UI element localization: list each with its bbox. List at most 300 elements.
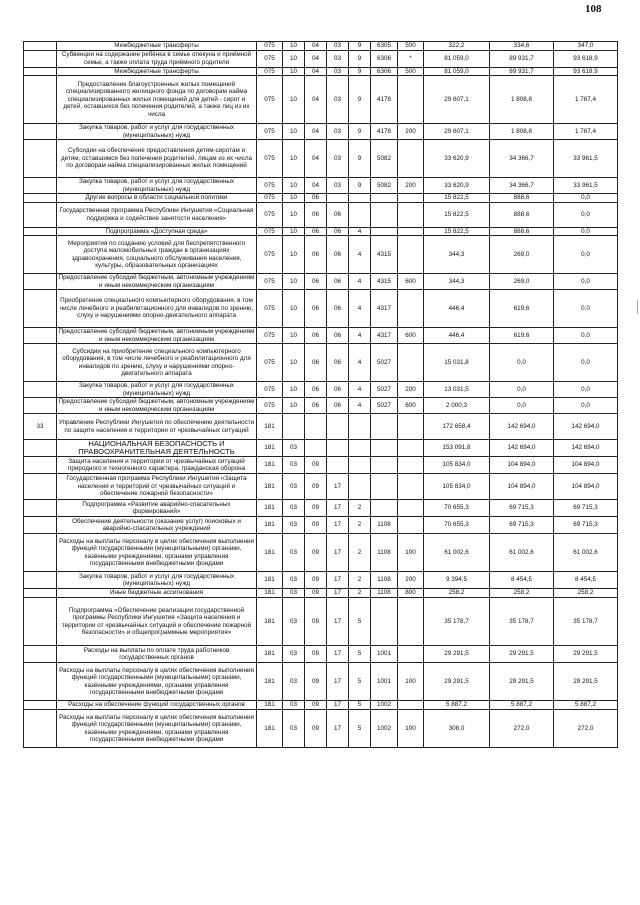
row-number <box>24 457 57 474</box>
amount-year-3: 104 894,0 <box>554 474 618 500</box>
code-subprogram: 4 <box>349 227 371 236</box>
amount-year-1: 70 655,3 <box>424 500 490 517</box>
code-program: 06 <box>327 274 349 290</box>
code-vr <box>398 440 424 457</box>
code-ved: 075 <box>257 194 283 203</box>
row-number <box>24 572 57 589</box>
code-ved: 181 <box>257 440 283 457</box>
amount-year-3: 69 715,3 <box>554 517 618 534</box>
code-ved: 181 <box>257 701 283 710</box>
row-name: НАЦИОНАЛЬНАЯ БЕЗОПАСНОСТЬ И ПРАВООХРАНИТЕЛЬНАЯ ДЕЯТЕЛЬНОСТЬ <box>57 440 257 457</box>
code-program: 03 <box>327 178 349 194</box>
code-rz: 10 <box>283 290 305 328</box>
row-name: Расходы на обеспечение функций государственных органов <box>57 701 257 710</box>
code-vr <box>398 701 424 710</box>
code-pr: 04 <box>305 76 327 124</box>
code-vr <box>398 500 424 517</box>
amount-year-2: 89 931,7 <box>490 50 554 67</box>
code-subprogram: 9 <box>349 124 371 140</box>
row-name: Подпрограмма «Обеспечение реализации государственной программы Республики Ингушетия «Защита населения и территории от чрезвычайных ситуаций и обеспечение пожарной безопасности» и общепрограммные мероприятия» <box>57 598 257 646</box>
code-pr: 06 <box>305 290 327 328</box>
amount-year-2: 29 291,5 <box>490 663 554 701</box>
table-row <box>24 236 618 274</box>
budget-table <box>23 41 618 748</box>
row-name: Государственная программа Республики Ингушетия «Защита населения и территорий от чрезвычайных ситуаций и обеспечение пожарной безопасности» <box>57 474 257 500</box>
amount-year-1: 172 658,4 <box>424 414 490 440</box>
code-ved: 181 <box>257 457 283 474</box>
code-ved: 075 <box>257 344 283 382</box>
code-ved: 075 <box>257 227 283 236</box>
code-vr <box>398 457 424 474</box>
code-direction <box>371 440 398 457</box>
amount-year-3: 0,0 <box>554 328 618 344</box>
table-row <box>24 414 618 440</box>
code-direction: 1002 <box>371 701 398 710</box>
table-row <box>24 589 618 598</box>
amount-year-2: 269,0 <box>490 236 554 274</box>
row-name: Субвенции на содержание ребёнка в семье опекуна и приёмной семье, а также оплата труда приёмного родителя <box>57 50 257 67</box>
amount-year-3: 0,0 <box>554 398 618 414</box>
code-direction: 1001 <box>371 646 398 663</box>
code-rz: 10 <box>283 202 305 227</box>
code-pr: 09 <box>305 572 327 589</box>
amount-year-3: 0,0 <box>554 236 618 274</box>
code-program <box>327 440 349 457</box>
amount-year-1: 15 822,5 <box>424 194 490 203</box>
row-number <box>24 646 57 663</box>
amount-year-1: 61 002,6 <box>424 534 490 572</box>
code-pr: 06 <box>305 382 327 398</box>
code-rz: 10 <box>283 140 305 178</box>
row-number <box>24 382 57 398</box>
row-number <box>24 76 57 124</box>
code-subprogram: 2 <box>349 517 371 534</box>
code-rz: 03 <box>283 517 305 534</box>
amount-year-1: 33 620,9 <box>424 140 490 178</box>
code-program: 03 <box>327 42 349 51</box>
code-rz: 10 <box>283 274 305 290</box>
table-row <box>24 663 618 701</box>
amount-year-2: 89 931,7 <box>490 67 554 76</box>
amount-year-1: 446,4 <box>424 290 490 328</box>
row-name: Мероприятия по созданию условий для беспрепятственного доступа маломобильных граждан в организациях здравоохранения, социального обслуживания населения, культуры, образовательных организациях <box>57 236 257 274</box>
amount-year-1: 322,2 <box>424 42 490 51</box>
code-ved: 181 <box>257 589 283 598</box>
code-vr: 600 <box>398 398 424 414</box>
code-pr: 09 <box>305 598 327 646</box>
code-program <box>327 194 349 203</box>
code-program: 03 <box>327 50 349 67</box>
table-row <box>24 42 618 51</box>
amount-year-3: 0,0 <box>554 274 618 290</box>
table-row <box>24 194 618 203</box>
code-pr: 06 <box>305 344 327 382</box>
code-pr: 04 <box>305 178 327 194</box>
code-program: 06 <box>327 227 349 236</box>
table-row <box>24 598 618 646</box>
row-number <box>24 290 57 328</box>
amount-year-2: 35 178,7 <box>490 598 554 646</box>
amount-year-3: 104 894,0 <box>554 457 618 474</box>
code-vr: * <box>398 50 424 67</box>
code-rz: 03 <box>283 457 305 474</box>
code-pr <box>305 414 327 440</box>
amount-year-1: 70 655,3 <box>424 517 490 534</box>
code-vr: 500 <box>398 67 424 76</box>
amount-year-3: 61 002,6 <box>554 534 618 572</box>
amount-year-2: 8 454,5 <box>490 572 554 589</box>
code-rz: 03 <box>283 589 305 598</box>
code-ved: 075 <box>257 236 283 274</box>
code-pr: 09 <box>305 646 327 663</box>
code-vr: 200 <box>398 572 424 589</box>
row-number <box>24 710 57 748</box>
code-ved: 075 <box>257 67 283 76</box>
row-number <box>24 344 57 382</box>
code-subprogram: 2 <box>349 500 371 517</box>
code-program: 17 <box>327 500 349 517</box>
amount-year-3: 1 787,4 <box>554 76 618 124</box>
amount-year-3: 8 454,5 <box>554 572 618 589</box>
row-number <box>24 124 57 140</box>
row-number <box>24 178 57 194</box>
amount-year-2: 0,0 <box>490 344 554 382</box>
code-ved: 075 <box>257 140 283 178</box>
code-subprogram <box>349 440 371 457</box>
code-program: 17 <box>327 572 349 589</box>
code-rz: 10 <box>283 236 305 274</box>
code-vr <box>398 140 424 178</box>
code-rz: 03 <box>283 701 305 710</box>
code-program: 17 <box>327 646 349 663</box>
code-subprogram <box>349 202 371 227</box>
code-pr <box>305 440 327 457</box>
amount-year-1: 35 178,7 <box>424 598 490 646</box>
code-ved: 075 <box>257 50 283 67</box>
code-pr: 04 <box>305 124 327 140</box>
row-number <box>24 440 57 457</box>
code-ved: 075 <box>257 274 283 290</box>
row-number <box>24 50 57 67</box>
table-row <box>24 457 618 474</box>
code-vr: 200 <box>398 382 424 398</box>
code-pr: 09 <box>305 474 327 500</box>
code-program: 06 <box>327 382 349 398</box>
amount-year-2: 34 366,7 <box>490 140 554 178</box>
amount-year-1: 81 059,0 <box>424 50 490 67</box>
amount-year-3: 93 618,9 <box>554 67 618 76</box>
code-pr: 06 <box>305 202 327 227</box>
code-direction: 4176 <box>371 76 398 124</box>
code-direction: 1108 <box>371 572 398 589</box>
code-direction: 4176 <box>371 124 398 140</box>
code-vr: 200 <box>398 178 424 194</box>
row-number <box>24 663 57 701</box>
amount-year-2: 1 808,8 <box>490 124 554 140</box>
code-pr: 09 <box>305 534 327 572</box>
row-name: Закупка товаров, работ и услуг для государственных (муниципальных) нужд <box>57 382 257 398</box>
code-direction: 4315 <box>371 274 398 290</box>
code-direction <box>371 227 398 236</box>
code-ved: 075 <box>257 124 283 140</box>
code-ved: 075 <box>257 178 283 194</box>
code-rz: 10 <box>283 344 305 382</box>
code-vr: 800 <box>398 589 424 598</box>
amount-year-2: 1 808,8 <box>490 76 554 124</box>
code-program: 17 <box>327 534 349 572</box>
code-rz: 10 <box>283 42 305 51</box>
row-name: Закупка товаров, работ и услуг для государственных (муниципальных) нужд <box>57 124 257 140</box>
code-pr: 06 <box>305 398 327 414</box>
row-name: Предоставление субсидий бюджетным, автономным учреждениям и иным некоммерческим организациям <box>57 274 257 290</box>
code-vr <box>398 202 424 227</box>
table-row <box>24 178 618 194</box>
code-program: 06 <box>327 202 349 227</box>
code-program: 03 <box>327 140 349 178</box>
code-direction: 5082 <box>371 140 398 178</box>
code-direction <box>371 194 398 203</box>
code-direction: 5082 <box>371 178 398 194</box>
amount-year-3: 33 961,5 <box>554 178 618 194</box>
table-row <box>24 534 618 572</box>
code-program: 06 <box>327 328 349 344</box>
code-subprogram: 4 <box>349 398 371 414</box>
code-rz: 03 <box>283 598 305 646</box>
row-name: Предоставление субсидий бюджетным, автономным учреждениям и иным некоммерческим организациям <box>57 398 257 414</box>
code-pr: 04 <box>305 42 327 51</box>
amount-year-2: 34 366,7 <box>490 178 554 194</box>
code-rz: 03 <box>283 500 305 517</box>
code-pr: 09 <box>305 517 327 534</box>
code-vr <box>398 344 424 382</box>
amount-year-2: 888,6 <box>490 227 554 236</box>
code-vr: 600 <box>398 328 424 344</box>
table-row <box>24 474 618 500</box>
code-direction: 4317 <box>371 328 398 344</box>
row-number: 33 <box>24 414 57 440</box>
row-name: Защита населения и территории от чрезвычайных ситуаций природного и техногенного характера, гражданская оборона <box>57 457 257 474</box>
amount-year-1: 446,4 <box>424 328 490 344</box>
amount-year-2: 269,0 <box>490 274 554 290</box>
code-rz: 10 <box>283 194 305 203</box>
amount-year-2: 142 694,0 <box>490 414 554 440</box>
amount-year-1: 2 000,3 <box>424 398 490 414</box>
amount-year-2: 5 887,2 <box>490 701 554 710</box>
code-program: 06 <box>327 290 349 328</box>
code-ved: 075 <box>257 202 283 227</box>
row-name: Субсидии на обеспечение предоставления детям-сиротам и детям, оставшимся без попечения родителей, лицам из их числа по договорам найма специализированных жилых помещений <box>57 140 257 178</box>
table-row <box>24 382 618 398</box>
code-program <box>327 414 349 440</box>
amount-year-2: 0,0 <box>490 382 554 398</box>
page-number: 108 <box>585 3 602 15</box>
code-direction <box>371 500 398 517</box>
code-subprogram: 5 <box>349 710 371 748</box>
table-row <box>24 328 618 344</box>
amount-year-1: 13 031,5 <box>424 382 490 398</box>
amount-year-1: 29 291,5 <box>424 646 490 663</box>
code-direction: 5027 <box>371 398 398 414</box>
amount-year-2: 61 002,6 <box>490 534 554 572</box>
amount-year-1: 105 834,0 <box>424 457 490 474</box>
code-direction: 1108 <box>371 534 398 572</box>
amount-year-3: 35 178,7 <box>554 598 618 646</box>
code-direction: 6305 <box>371 42 398 51</box>
code-vr: 100 <box>398 663 424 701</box>
code-program: 03 <box>327 124 349 140</box>
code-program <box>327 457 349 474</box>
row-number <box>24 398 57 414</box>
code-direction: 5027 <box>371 344 398 382</box>
code-rz: 03 <box>283 440 305 457</box>
row-number <box>24 474 57 500</box>
code-vr <box>398 290 424 328</box>
amount-year-1: 29 607,1 <box>424 76 490 124</box>
row-number <box>24 517 57 534</box>
code-ved: 181 <box>257 534 283 572</box>
code-program: 17 <box>327 701 349 710</box>
code-rz: 03 <box>283 474 305 500</box>
code-pr: 04 <box>305 50 327 67</box>
amount-year-1: 15 031,8 <box>424 344 490 382</box>
row-number <box>24 328 57 344</box>
code-direction: 6306 <box>371 67 398 76</box>
code-subprogram: 4 <box>349 328 371 344</box>
amount-year-1: 33 620,9 <box>424 178 490 194</box>
code-subprogram: 9 <box>349 50 371 67</box>
code-subprogram <box>349 457 371 474</box>
code-ved: 075 <box>257 42 283 51</box>
code-pr: 09 <box>305 710 327 748</box>
code-ved: 075 <box>257 382 283 398</box>
code-rz: 10 <box>283 76 305 124</box>
row-name: Подпрограмма «Доступная среда» <box>57 227 257 236</box>
amount-year-1: 81 059,0 <box>424 67 490 76</box>
row-name: Иные бюджетные ассигнования <box>57 589 257 598</box>
code-rz: 03 <box>283 646 305 663</box>
code-rz <box>283 414 305 440</box>
row-number <box>24 589 57 598</box>
table-row <box>24 140 618 178</box>
code-direction: 4317 <box>371 290 398 328</box>
amount-year-3: 0,0 <box>554 202 618 227</box>
row-name: Подпрограмма «Развитие аварийно-спасательных формирований» <box>57 500 257 517</box>
row-name: Предоставление благоустроенных жилых помещений специализированного жилищного фонда по договорам найма специализированных жилых помещений для детей - сирот и детей, оставшихся без попечения родителей, а также лиц из их числа <box>57 76 257 124</box>
row-number <box>24 227 57 236</box>
row-name: Государственная программа Республики Ингушетия «Социальная поддержка и содействие занятости населения» <box>57 202 257 227</box>
code-subprogram: 2 <box>349 589 371 598</box>
row-number <box>24 42 57 51</box>
table-row <box>24 572 618 589</box>
amount-year-3: 347,0 <box>554 42 618 51</box>
table-row <box>24 50 618 67</box>
amount-year-3: 258,2 <box>554 589 618 598</box>
code-subprogram <box>349 194 371 203</box>
row-number <box>24 67 57 76</box>
table-row <box>24 227 618 236</box>
amount-year-3: 0,0 <box>554 344 618 382</box>
row-number <box>24 598 57 646</box>
code-subprogram: 2 <box>349 572 371 589</box>
code-vr <box>398 474 424 500</box>
amount-year-3: 142 694,0 <box>554 414 618 440</box>
code-program: 06 <box>327 344 349 382</box>
amount-year-3: 1 787,4 <box>554 124 618 140</box>
code-rz: 03 <box>283 534 305 572</box>
code-subprogram: 5 <box>349 598 371 646</box>
amount-year-3: 29 291,5 <box>554 646 618 663</box>
scan-edge-mark <box>637 300 638 314</box>
code-direction: 5027 <box>371 382 398 398</box>
row-number <box>24 236 57 274</box>
code-direction <box>371 457 398 474</box>
code-pr: 09 <box>305 457 327 474</box>
code-subprogram: 4 <box>349 344 371 382</box>
code-program: 06 <box>327 398 349 414</box>
code-program: 17 <box>327 710 349 748</box>
code-ved: 075 <box>257 76 283 124</box>
code-program: 06 <box>327 236 349 274</box>
code-rz: 10 <box>283 398 305 414</box>
code-vr <box>398 76 424 124</box>
amount-year-1: 105 834,0 <box>424 474 490 500</box>
amount-year-2: 272,0 <box>490 710 554 748</box>
code-direction: 6306 <box>371 50 398 67</box>
code-rz: 10 <box>283 227 305 236</box>
row-name: Расходы на выплаты по оплате труда работников государственных органов <box>57 646 257 663</box>
row-number <box>24 140 57 178</box>
code-ved: 075 <box>257 398 283 414</box>
code-ved: 181 <box>257 710 283 748</box>
amount-year-1: 15 822,5 <box>424 202 490 227</box>
code-rz: 10 <box>283 50 305 67</box>
code-direction <box>371 474 398 500</box>
code-ved: 181 <box>257 572 283 589</box>
code-pr: 06 <box>305 194 327 203</box>
table-row <box>24 398 618 414</box>
table-row <box>24 67 618 76</box>
row-number <box>24 274 57 290</box>
code-pr: 09 <box>305 500 327 517</box>
amount-year-2: 104 894,0 <box>490 474 554 500</box>
amount-year-2: 619,6 <box>490 290 554 328</box>
amount-year-2: 334,6 <box>490 42 554 51</box>
amount-year-2: 104 894,0 <box>490 457 554 474</box>
table-row <box>24 517 618 534</box>
code-pr: 09 <box>305 701 327 710</box>
code-rz: 10 <box>283 382 305 398</box>
row-name: Закупка товаров, работ и услуг для государственных (муниципальных) нужд <box>57 572 257 589</box>
code-subprogram: 9 <box>349 67 371 76</box>
amount-year-2: 69 715,3 <box>490 517 554 534</box>
amount-year-1: 9 394,5 <box>424 572 490 589</box>
code-direction <box>371 202 398 227</box>
code-pr: 06 <box>305 328 327 344</box>
code-ved: 181 <box>257 598 283 646</box>
code-subprogram: 4 <box>349 382 371 398</box>
code-ved: 181 <box>257 500 283 517</box>
code-direction: 1108 <box>371 589 398 598</box>
code-vr: 100 <box>398 710 424 748</box>
code-ved: 075 <box>257 328 283 344</box>
row-name: Закупка товаров, работ и услуг для государственных (муниципальных) нужд <box>57 178 257 194</box>
code-program: 17 <box>327 474 349 500</box>
amount-year-1: 344,3 <box>424 236 490 274</box>
code-direction: 4315 <box>371 236 398 274</box>
code-direction: 1001 <box>371 663 398 701</box>
code-ved: 181 <box>257 517 283 534</box>
code-direction <box>371 414 398 440</box>
